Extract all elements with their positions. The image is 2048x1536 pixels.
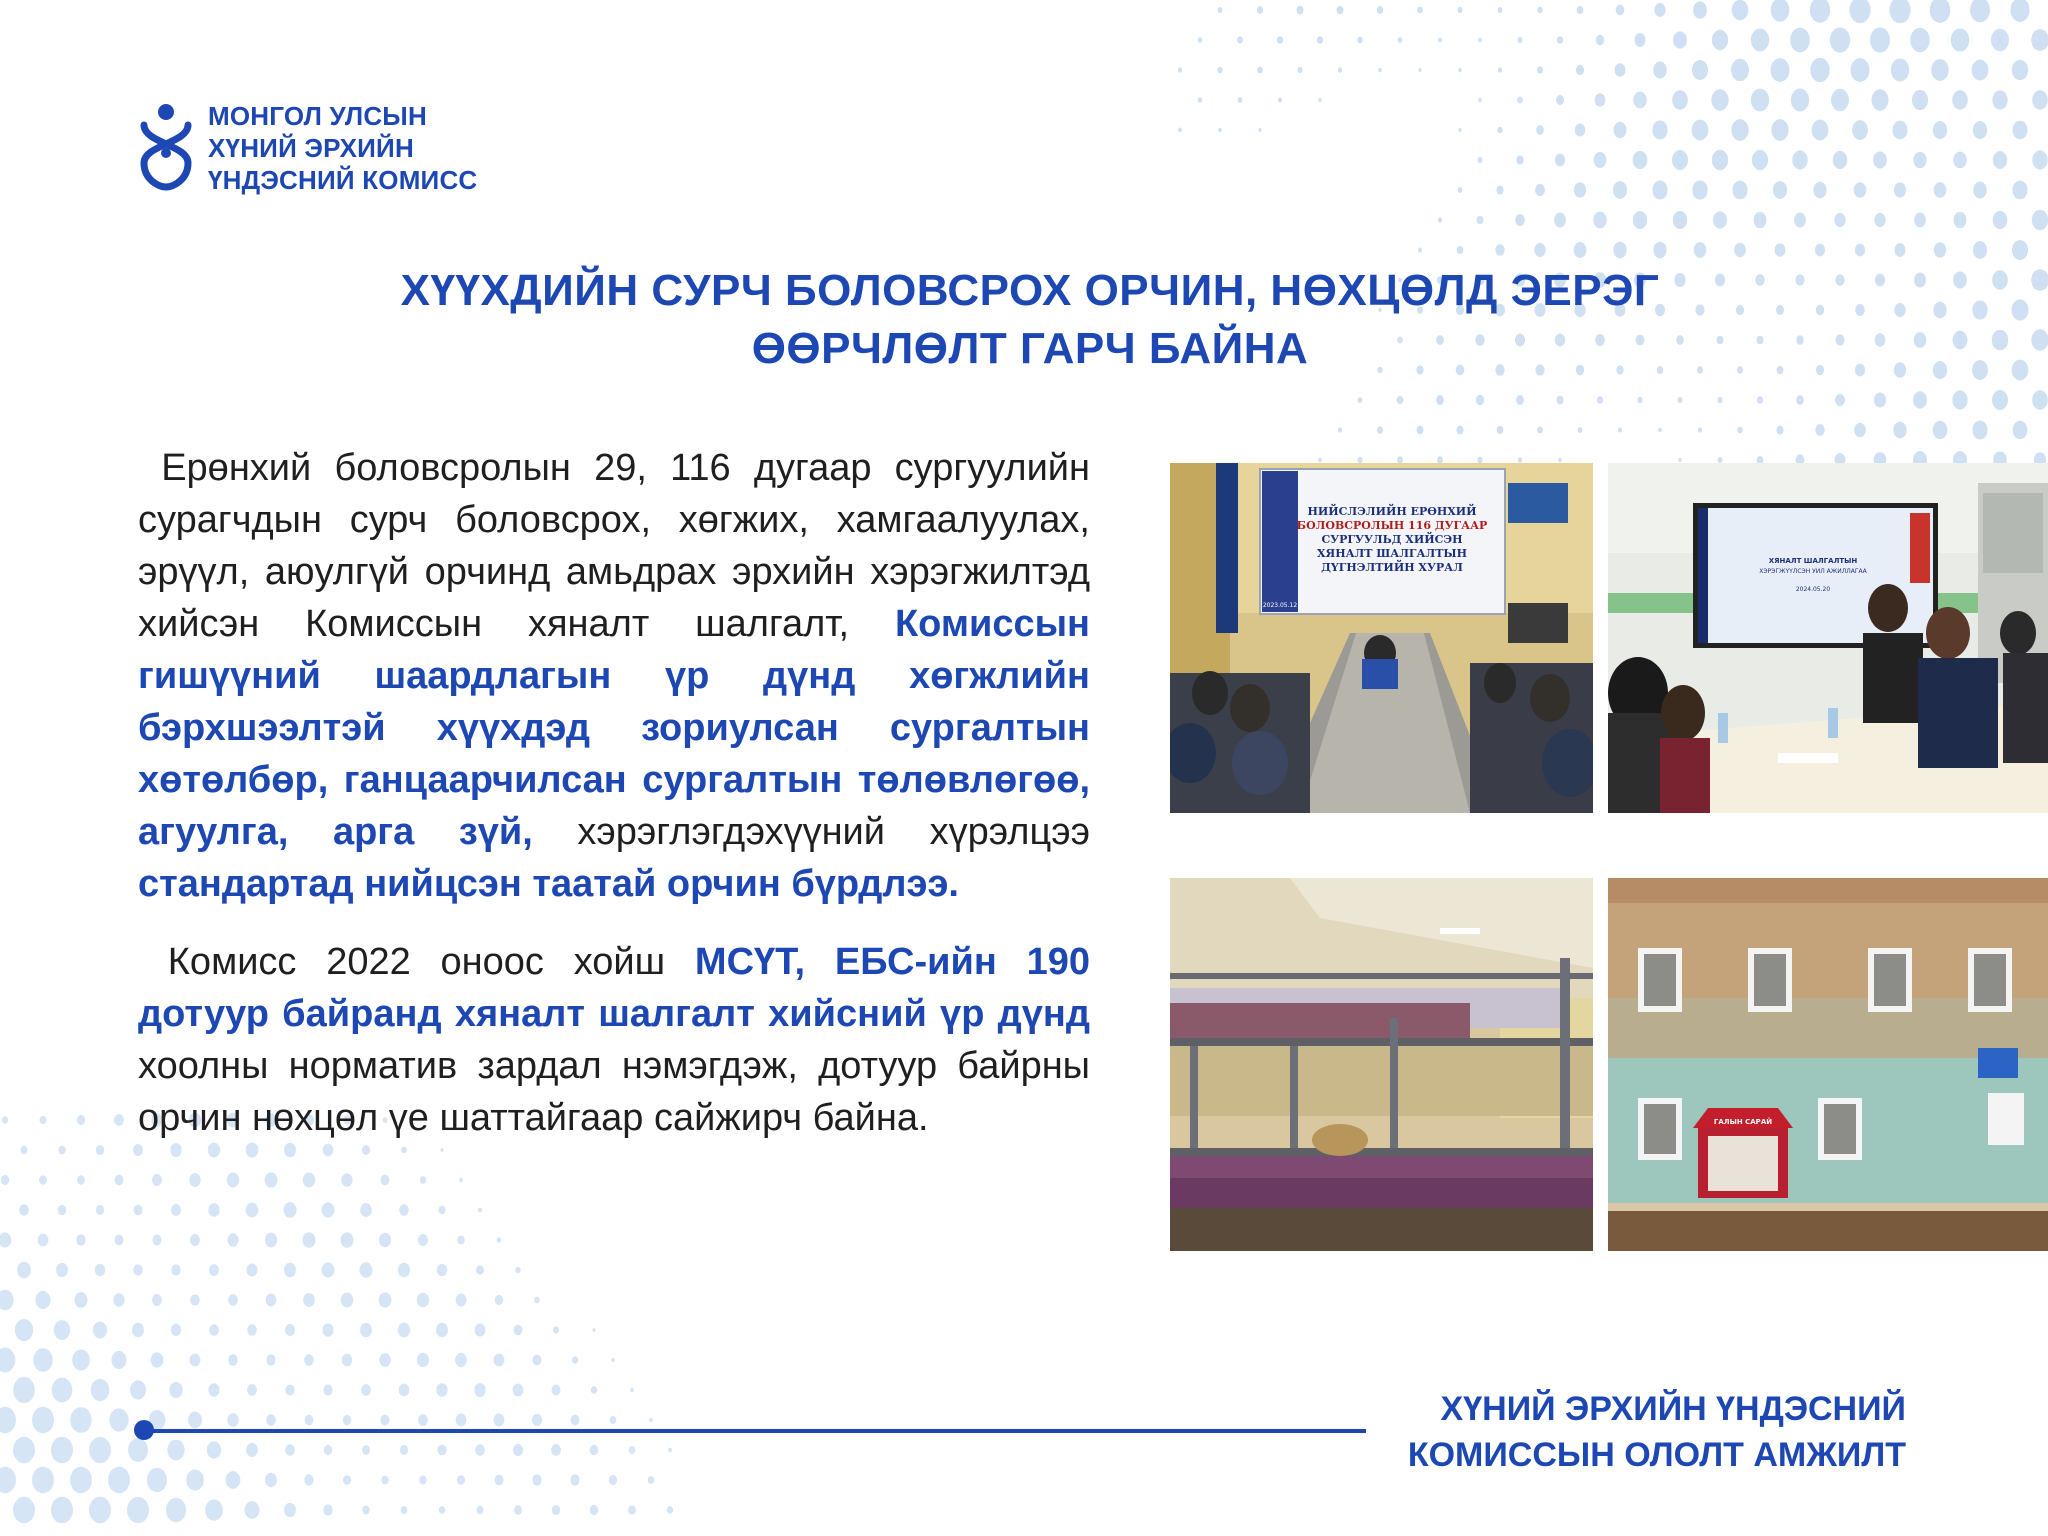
paragraph-1 — [138, 442, 1090, 910]
paragraph-1-text: Ерөнхий боловсролын 29, 116 дугаар сургуулийн сурагчдын сурч боловсрох, хөгжих, хамгаалуулах, эрүүл, аюулгүй орчинд амьдрах эрхийн хэрэгжилтэд хийсэн Комиссын хяналт шалгалт, — [138, 447, 1091, 645]
fire-shed-sign: ГАЛЫН САРАЙ — [1713, 1118, 1773, 1126]
photo-meeting-presentation — [1608, 463, 2048, 813]
paragraph-1-highlight: Комиссын гишүүний шаардлагын үр дүнд хөгжлийн бэрхшээлтэй хүүхдэд зориулсан сургалтын хөтөлбөр, ганцаарчилсан сургалтын төлөвлөгөө, агуулга, арга зүй, — [138, 603, 1090, 853]
photo-meeting-room — [1170, 463, 1593, 813]
logo-line-3: ҮНДЭСНИЙ КОМИСС — [208, 165, 478, 195]
screen-text-1: НИЙСЛЭЛИЙН ЕРӨНХИЙ — [1307, 505, 1477, 518]
footer-caption — [1408, 1386, 1906, 1478]
paragraph-2-text: Комисс 2022 оноос хойш — [167, 941, 666, 983]
footer-timeline-line — [144, 1429, 1366, 1433]
footer-line-2: КОМИССЫН ОЛОЛТ АМЖИЛТ — [1407, 1436, 1906, 1474]
screen2-text-2: ХЭРЭГЖҮҮЛСЭН УИЛ АЖИЛЛАГАА — [1759, 568, 1867, 575]
screen-text-4: ХЯНАЛТ ШАЛГАЛТЫН — [1316, 547, 1468, 560]
screen-text-5: ДҮГНЭЛТИЙН ХУРАЛ — [1321, 561, 1463, 574]
screen-text-2: БОЛОВСРОЛЫН 116 ДУГААР — [1296, 519, 1488, 532]
logo-text — [208, 100, 477, 196]
paragraph-2 — [138, 936, 1090, 1144]
page-title — [280, 262, 1780, 378]
human-rights-commission-logo-icon — [138, 103, 194, 193]
commission-logo — [138, 100, 477, 196]
paragraph-1-text-2: хэрэглэгдэхүүний хүрэлцээ — [577, 811, 1090, 853]
screen2-text-1: ХЯНАЛТ ШАЛГАЛТЫН — [1768, 557, 1858, 565]
paragraph-2-highlight: МСҮТ, ЕБС-ийн 190 дотуур байранд хяналт шалгалт хийсний үр дүнд — [138, 941, 1091, 1035]
paragraph-2-text-2: хоолны норматив зардал нэмэгдэж, дотуур байрны орчин нөхцөл үе шаттайгаар сайжирч байна. — [138, 1045, 1090, 1139]
footer-line-1: ХҮНИЙ ЭРХИЙН ҮНДЭСНИЙ — [1440, 1390, 1906, 1428]
paragraph-1-highlight-2: стандартад нийцсэн таатай орчин бүрдлээ. — [138, 863, 959, 905]
screen-date: 2023.05.12 — [1262, 602, 1298, 609]
title-line-2: ӨӨРЧЛӨЛТ ГАРЧ БАЙНА — [751, 324, 1309, 373]
photo-dormitory-building — [1608, 878, 2048, 1251]
screen-text-3: СУРГУУЛЬД ХИЙСЭН — [1321, 533, 1463, 546]
article-body — [138, 442, 1090, 1170]
title-line-1: ХҮҮХДИЙН СУРЧ БОЛОВСРОХ ОРЧИН, НӨХЦӨЛД ЭЕРЭГ — [400, 266, 1660, 315]
screen2-date: 2024.05.20 — [1795, 586, 1831, 593]
photo-dormitory-room — [1170, 878, 1593, 1251]
logo-line-1: МОНГОЛ УЛСЫН — [208, 101, 427, 131]
logo-line-2: ХҮНИЙ ЭРХИЙН — [208, 133, 414, 163]
